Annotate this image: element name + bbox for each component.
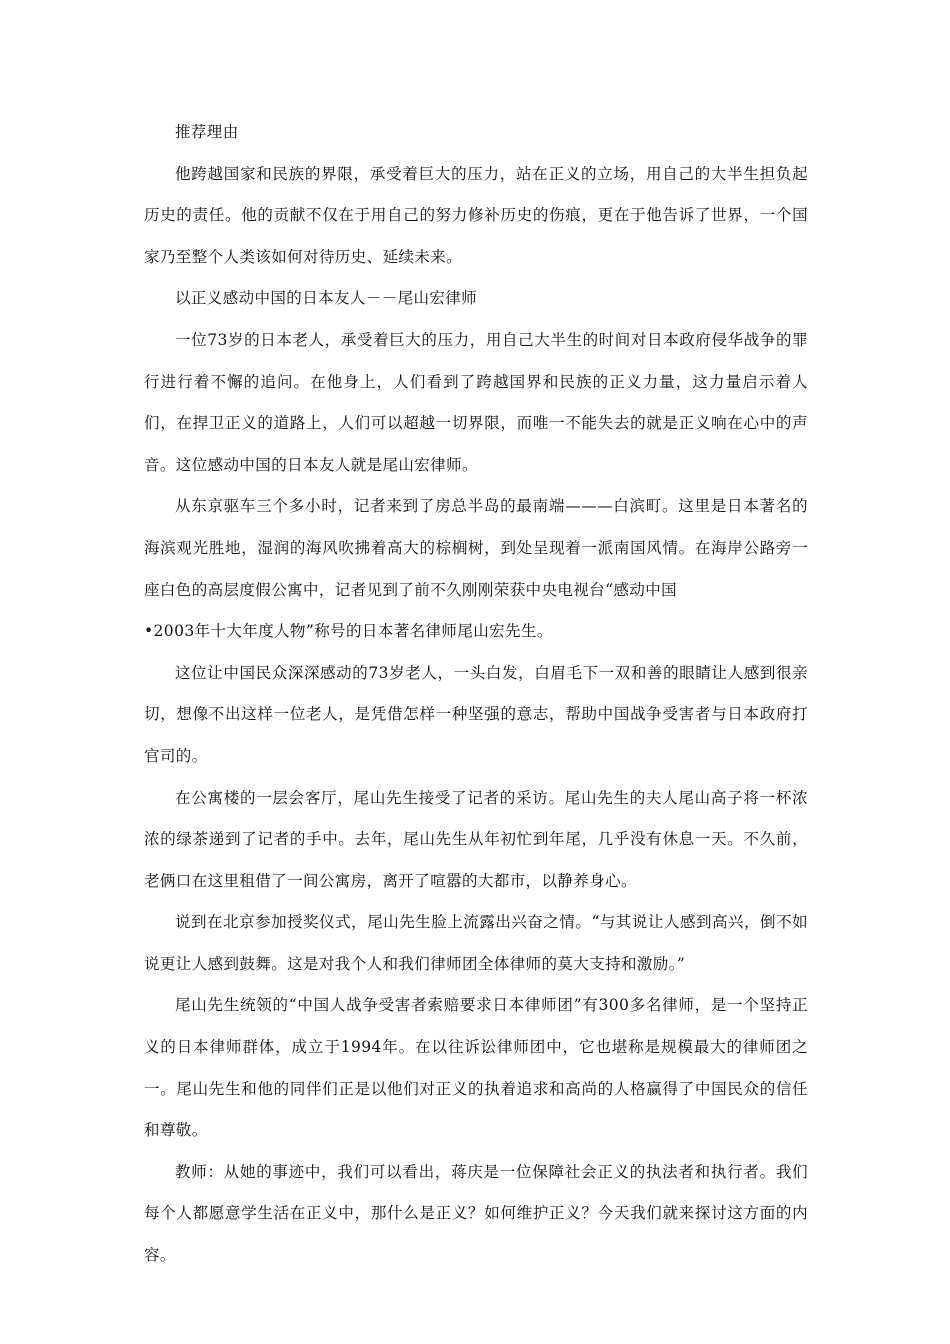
paragraph-shirahama-visit: 从东京驱车三个多小时，记者来到了房总半岛的最南端———白滨町。这里是日本著名的海滨观光胜地，湿润的海风吹拂着高大的棕榈树，到处呈现着一派南国风情。在海岸公路旁一座白色的高层度假公寓中，记者见到了前不久刚刚荣获中央电视台“感动中国	[144, 497, 808, 599]
document-page	[144, 112, 808, 1277]
paragraph-elder-description: 这位让中国民众深深感动的73岁老人，一头白发，白眉毛下一双和善的眼睛让人感到很亲切，想像不出这样一位老人，是凭借怎样一种坚强的意志，帮助中国战争受害者与日本政府打官司的。	[144, 663, 808, 765]
paragraph-interview: 在公寓楼的一层会客厅，尾山先生接受了记者的采访。尾山先生的夫人尾山高子将一杯浓浓的绿茶递到了记者的手中。去年，尾山先生从年初忙到年尾，几乎没有休息一天。不久前，老俩口在这里租借了一间公寓房，离开了喧嚣的大都市，以静养身心。	[144, 788, 808, 890]
paragraph-award-title: •2003年十大年度人物”称号的日本著名律师尾山宏先生。	[144, 622, 553, 641]
paragraph-teacher-remark: 教师：从她的事迹中，我们可以看出，蒋庆是一位保障社会正义的执法者和执行者。我们每个人都愿意学生活在正义中，那什么是正义？如何维护正义？今天我们就来探讨这方面的内容。	[144, 1162, 808, 1265]
paragraph-award-ceremony: 说到在北京参加授奖仪式，尾山先生脸上流露出兴奋之情。“与其说让人感到高兴，倒不如说更让人感到鼓舞。这是对我个人和我们律师团全体律师的莫大支持和激励。”	[144, 913, 808, 973]
heading-article-title: 以正义感动中国的日本友人－－尾山宏律师	[175, 289, 478, 308]
paragraph-recommendation-text: 他跨越国家和民族的界限，承受着巨大的压力，站在正义的立场，用自己的大半生担负起历史的责任。他的贡献不仅在于用自己的努力修补历史的伤痕，更在于他告诉了世界，一个国家乃至整个人类该如何对待历史、延续未来。	[144, 164, 808, 266]
paragraph-introduction: 一位73岁的日本老人，承受着巨大的压力，用自己大半生的时间对日本政府侵华战争的罪行进行着不懈的追问。在他身上，人们看到了跨越国界和民族的正义力量，这力量启示着人们，在捍卫正义的道路上，人们可以超越一切界限，而唯一不能失去的就是正义响在心中的声音。这位感动中国的日本友人就是尾山宏律师。	[144, 330, 808, 474]
paragraph-lawyer-team: 尾山先生统领的“中国人战争受害者索赔要求日本律师团”有300多名律师，是一个坚持正义的日本律师群体，成立于1994年。在以往诉讼律师团中，它也堪称是规模最大的律师团之一。尾山先生和他的同伴们正是以他们对正义的执着追求和高尚的人格赢得了中国民众的信任和尊敬。	[144, 996, 808, 1140]
heading-recommendation-reason: 推荐理由	[175, 123, 239, 141]
